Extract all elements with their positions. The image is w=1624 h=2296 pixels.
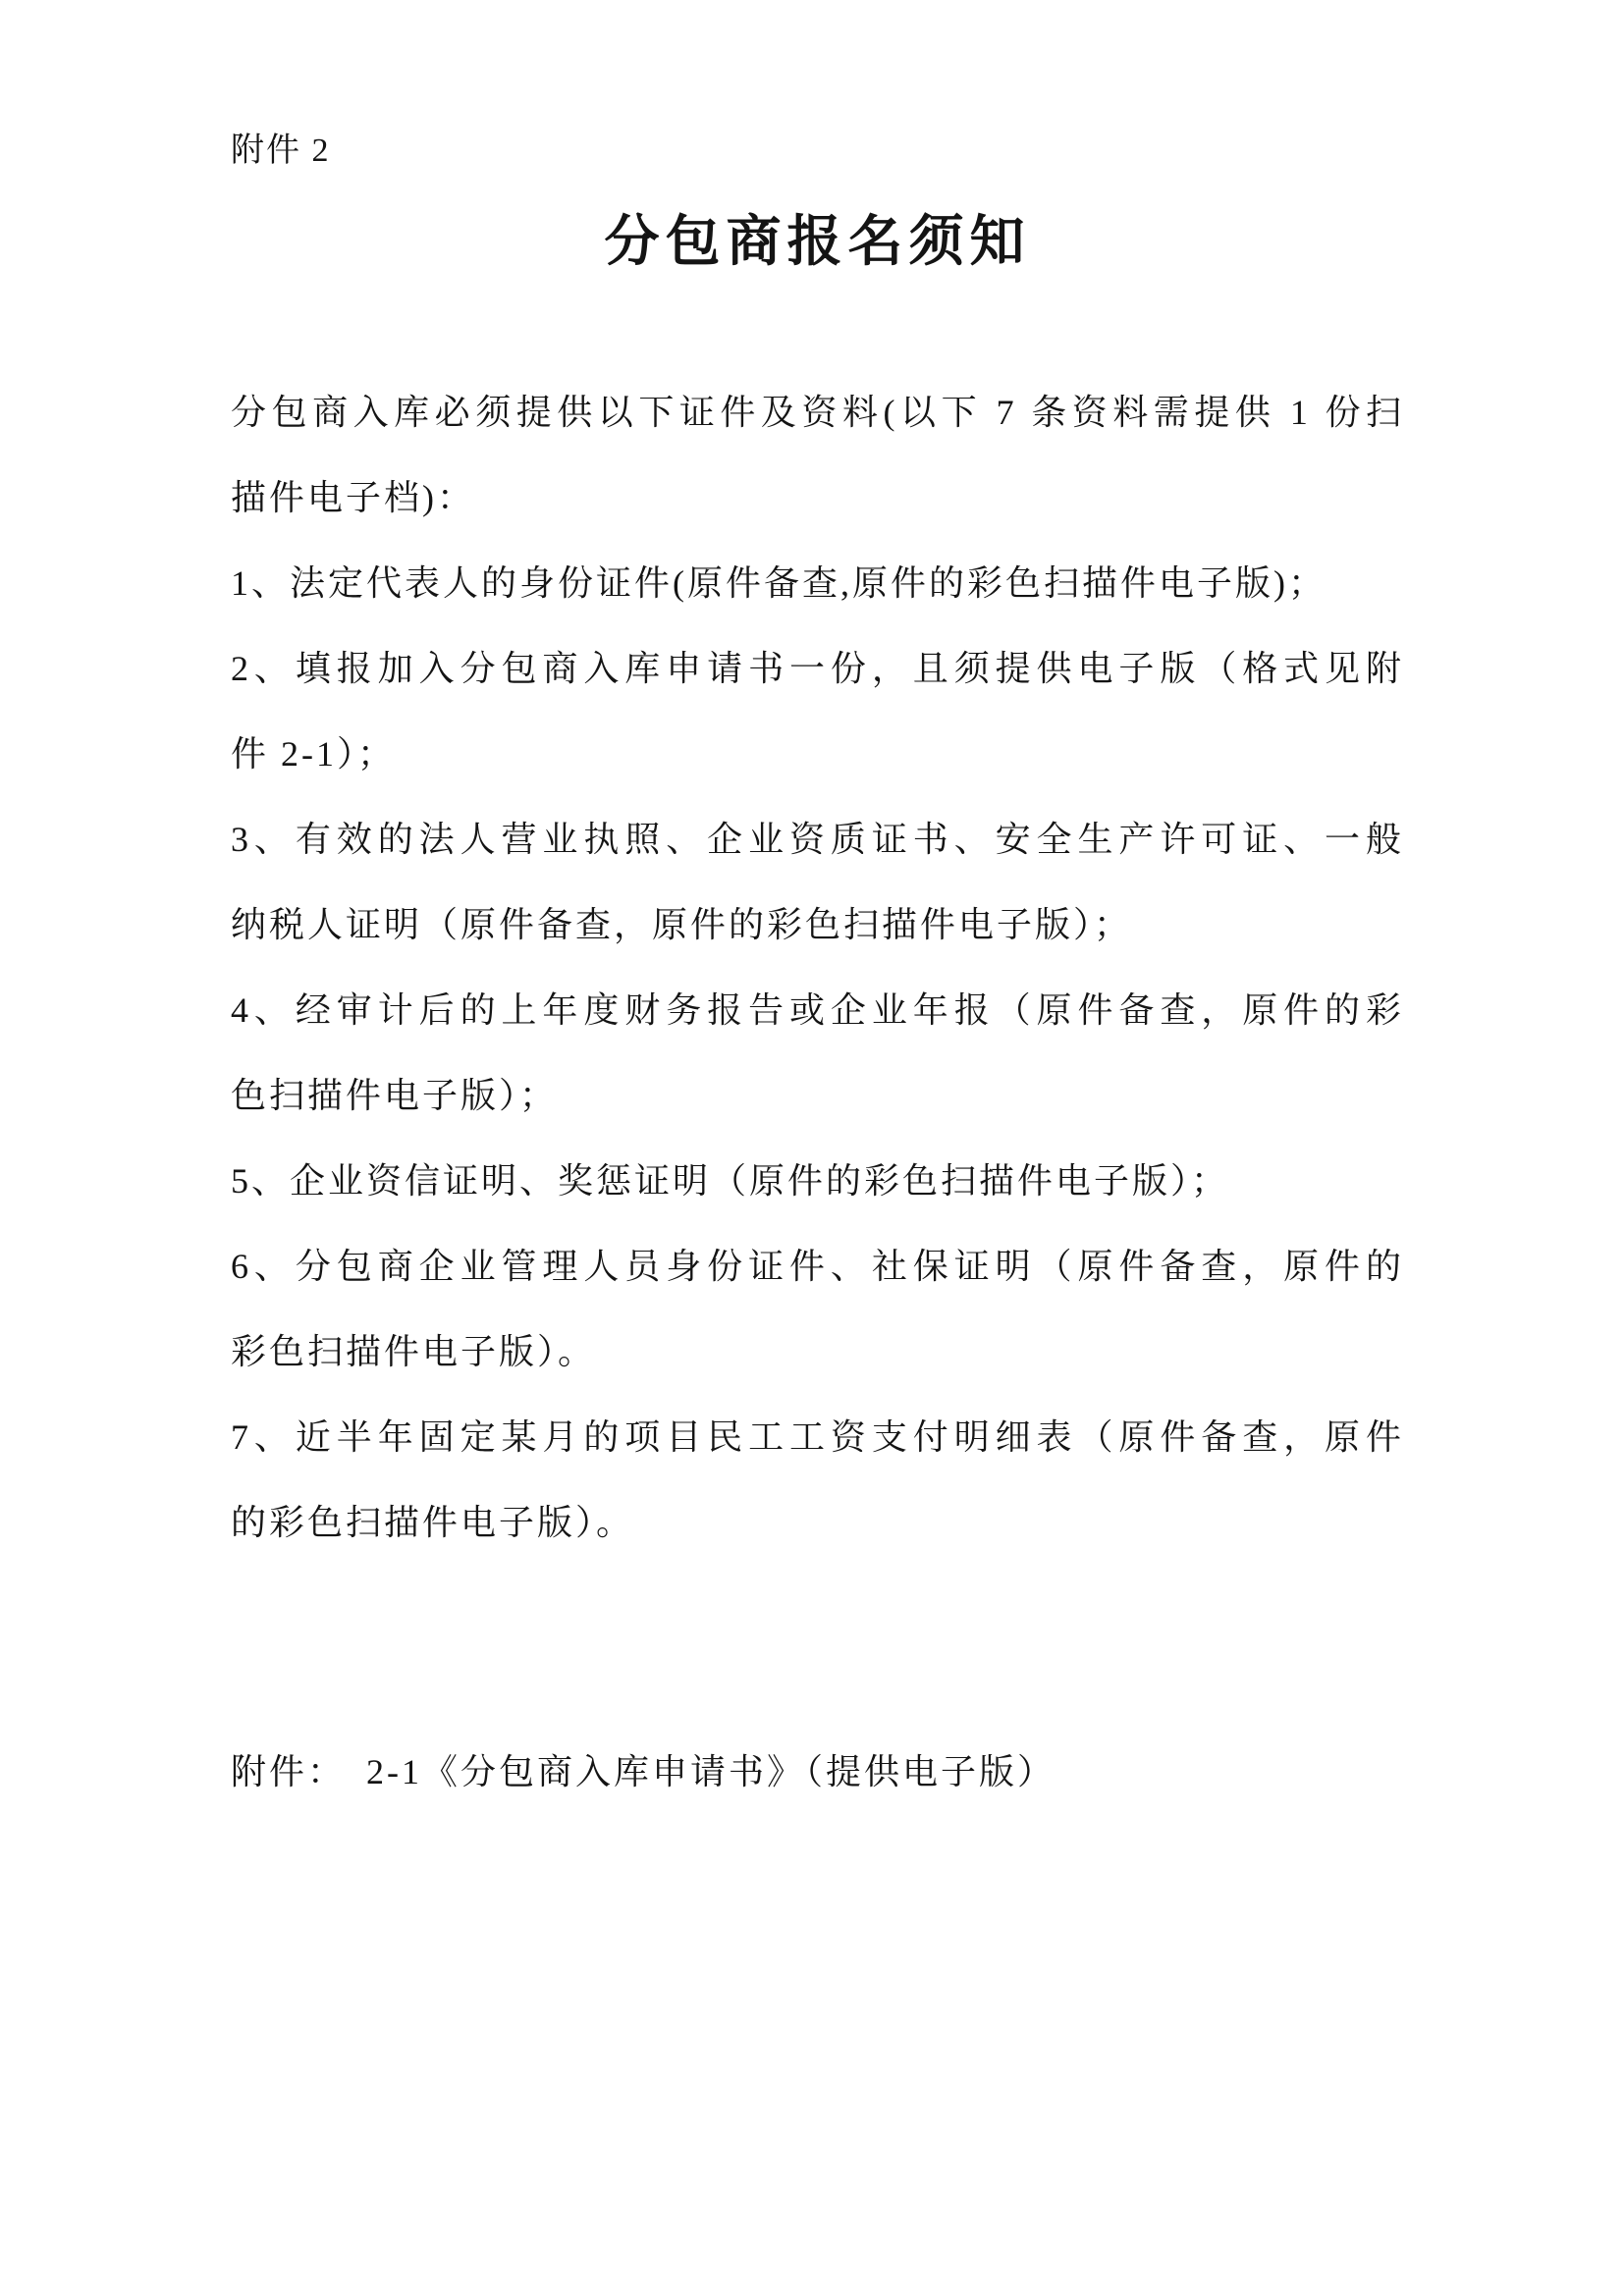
body-line: 描件电子档)：: [231, 478, 475, 517]
attachment-number-label: 附件 2: [231, 133, 331, 169]
document-title: 分包商报名须知: [604, 210, 1031, 272]
body-line: 彩色扫描件电子版）。: [231, 1332, 597, 1371]
body-line: 色扫描件电子版）；: [231, 1076, 559, 1115]
body-line: 7、近半年固定某月的项目民工工资支付明细表（原件备查，原件: [231, 1417, 1404, 1457]
body-line: 件 2-1）；: [231, 734, 396, 774]
body-line: 4、经审计后的上年度财务报告或企业年报（原件备查，原件的彩: [231, 990, 1404, 1030]
body-line: 纳税人证明（原件备查，原件的彩色扫描件电子版）；: [231, 905, 1133, 944]
body-line: 1、法定代表人的身份证件(原件备查,原件的彩色扫描件电子版)；: [231, 563, 1326, 603]
body-line: 5、企业资信证明、奖惩证明（原件的彩色扫描件电子版）；: [231, 1161, 1230, 1201]
footer-attachment-reference: 附件： 2-1《分包商入库申请书》（提供电子版）: [231, 1752, 1056, 1791]
document-body: [231, 370, 1404, 1566]
body-line: 6、分包商企业管理人员身份证件、社保证明（原件备查，原件的: [231, 1247, 1404, 1286]
body-line: 分包商入库必须提供以下证件及资料(以下 7 条资料需提供 1 份扫: [231, 393, 1404, 432]
body-line: 2、填报加入分包商入库申请书一份，且须提供电子版（格式见附: [231, 649, 1404, 688]
body-line: 3、有效的法人营业执照、企业资质证书、安全生产许可证、一般: [231, 820, 1404, 859]
body-line: 的彩色扫描件电子版）。: [231, 1503, 635, 1542]
